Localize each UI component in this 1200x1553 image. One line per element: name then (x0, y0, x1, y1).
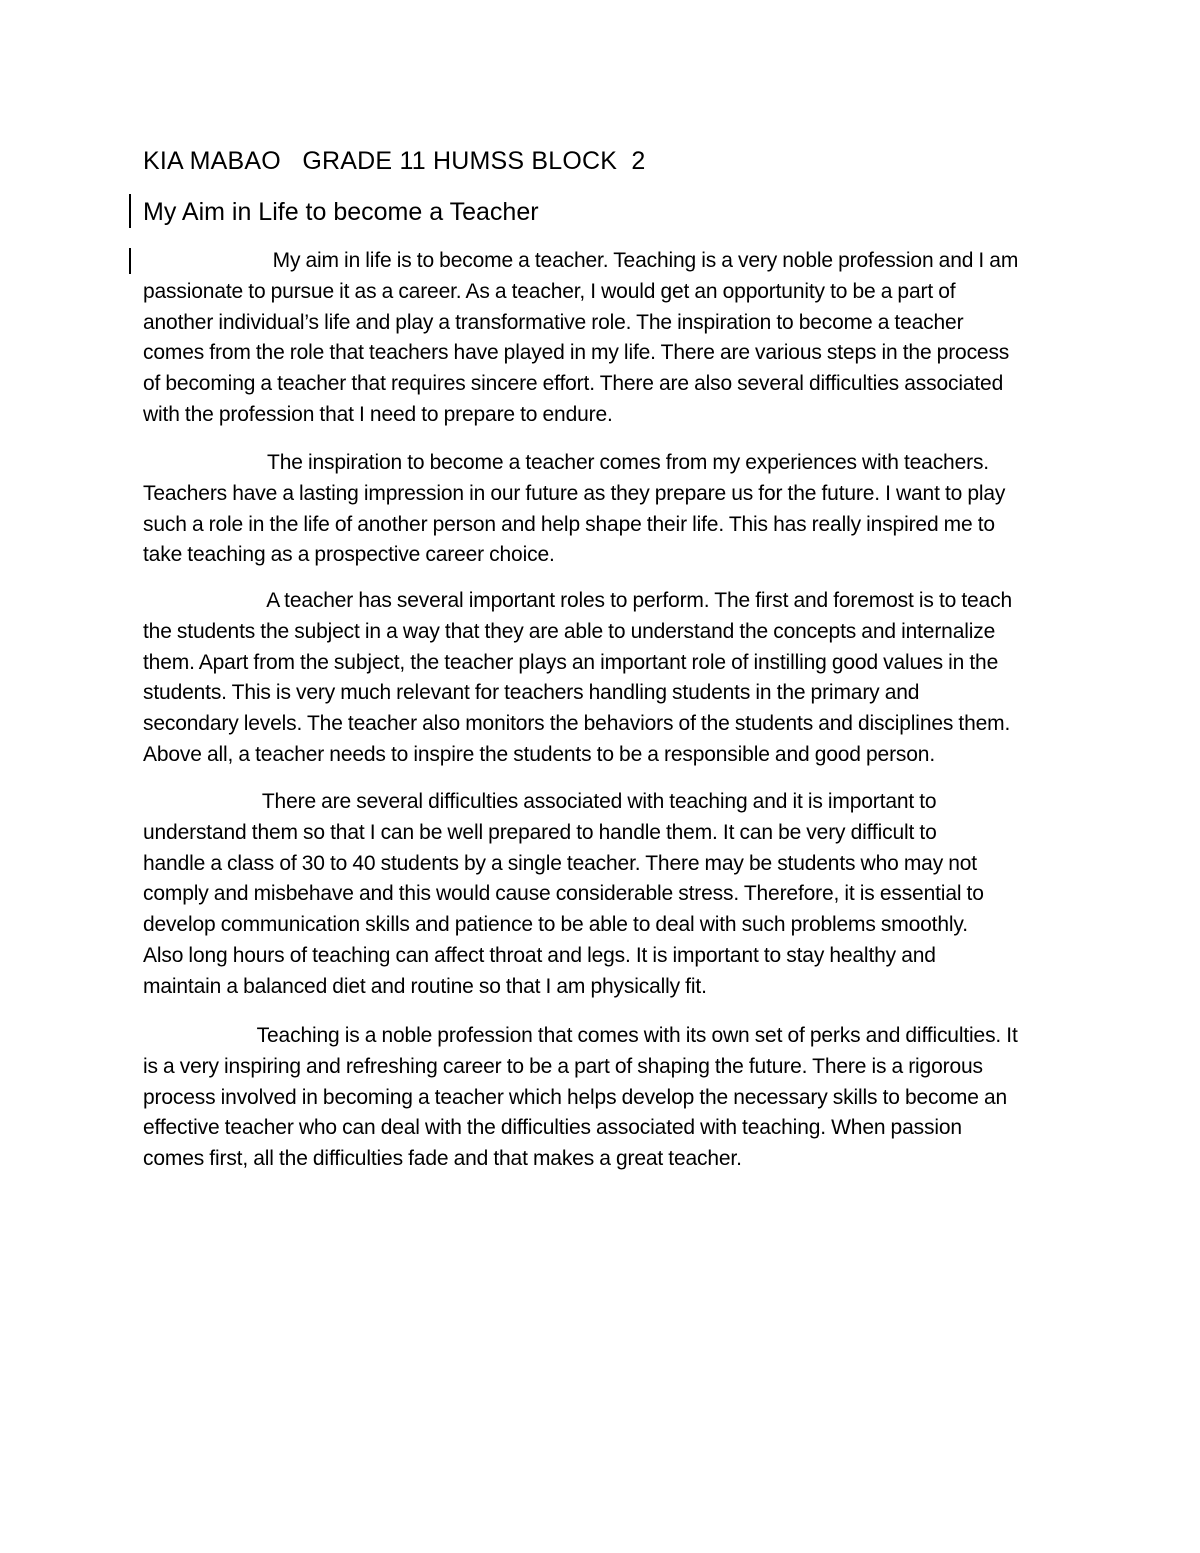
text-line: with the profession that I need to prepare to endure. (143, 402, 613, 426)
text-line: Teachers have a lasting impression in our future as they prepare us for the future. I want to play (143, 481, 1006, 505)
text-line: The inspiration to become a teacher comes from my experiences with teachers. (143, 451, 989, 474)
text-line: of becoming a teacher that requires sincere effort. There are also several difficulties associated (143, 372, 1004, 396)
text-line: such a role in the life of another person and help shape their life. This has really inspired me to (143, 512, 995, 536)
text-line: comply and misbehave and this would cause considerable stress. Therefore, it is essential to (143, 882, 984, 906)
text-line: develop communication skills and patience to be able to deal with such problems smoothly. (143, 913, 968, 937)
text-line: another individual’s life and play a transformative role. The inspiration to become a teacher (143, 310, 964, 334)
text-line: Also long hours of teaching can affect throat and legs. It is important to stay healthy and (143, 943, 936, 967)
essay-title: My Aim in Life to become a Teacher (143, 198, 539, 226)
text-line: passionate to pursue it as a career. As a teacher, I would get an opportunity to be a part of (143, 279, 956, 303)
text-line: handle a class of 30 to 40 students by a single teacher. There may be students who may not (143, 851, 977, 875)
text-line: process involved in becoming a teacher which helps develop the necessary skills to become an (143, 1085, 1008, 1109)
text-line: Teaching is a noble profession that comes with its own set of perks and difficulties. It (143, 1024, 1018, 1047)
text-line: effective teacher who can deal with the difficulties associated with teaching. When passion (143, 1116, 962, 1140)
paragraph-4 (143, 787, 1063, 1003)
text-cursor-mark (129, 194, 131, 228)
text-line: understand them so that I can be well prepared to handle them. It can be very difficult to (143, 820, 937, 844)
paragraph-2 (143, 448, 1063, 571)
student-header: KIA MABAO GRADE 11 HUMSS BLOCK 2 (143, 147, 646, 175)
text-line: the students the subject in a way that they are able to understand the concepts and internalize (143, 619, 996, 643)
text-line: maintain a balanced diet and routine so that I am physically fit. (143, 974, 707, 998)
text-cursor-mark (129, 248, 131, 274)
text-line: My aim in life is to become a teacher. Teaching is a very noble profession and I am (143, 249, 1019, 272)
text-line: secondary levels. The teacher also monitors the behaviors of the students and disciplines them. (143, 712, 1011, 736)
paragraph-3 (143, 586, 1063, 771)
text-line: take teaching as a prospective career choice. (143, 543, 555, 567)
text-line: There are several difficulties associated with teaching and it is important to (143, 790, 937, 813)
text-line: comes from the role that teachers have played in my life. There are various steps in the process (143, 341, 1010, 365)
paragraph-5 (143, 1021, 1063, 1175)
text-line: them. Apart from the subject, the teacher plays an important role of instilling good values in the (143, 650, 999, 674)
text-line: A teacher has several important roles to perform. The first and foremost is to teach (143, 589, 1012, 612)
text-line: Above all, a teacher needs to inspire the students to be a responsible and good person. (143, 742, 936, 766)
text-line: is a very inspiring and refreshing career to be a part of shaping the future. There is a rigorous (143, 1054, 983, 1078)
text-line: comes first, all the difficulties fade and that makes a great teacher. (143, 1147, 742, 1171)
text-line: students. This is very much relevant for teachers handling students in the primary and (143, 681, 920, 705)
paragraph-1 (143, 246, 1063, 431)
